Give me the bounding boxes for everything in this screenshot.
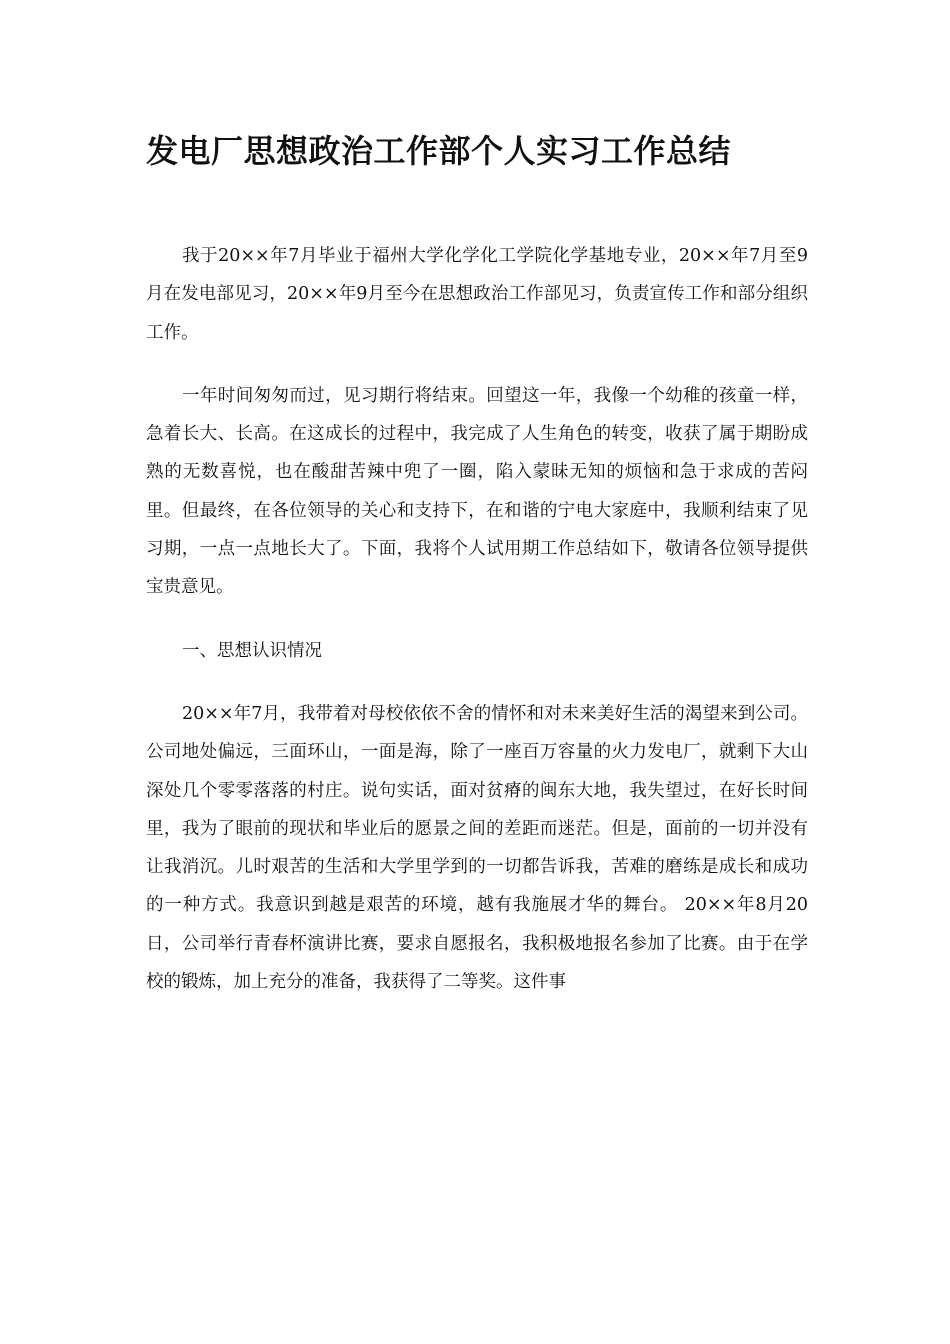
- section-heading: 一、思想认识情况: [182, 640, 322, 661]
- intro-paragraph: 我于20××年7月毕业于福州大学化学化工学院化学基地专业，20××年7月至9月在发电部见习，20××年9月至今在思想政治工作部见习，负责宣传工作和部分组织工作。: [146, 246, 808, 343]
- document-body: [146, 237, 808, 1026]
- section-paragraph: 20××年7月，我带着对母校依依不舍的情怀和对未来美好生活的渴望来到公司。公司地处偏远，三面环山，一面是海，除了一座百万容量的火力发电厂，就剩下大山深处几个零零落落的村庄。说句实话，面对贫瘠的闽东大地，我失望过，在好长时间里，我为了眼前的现状和毕业后的愿景之间的差距而迷茫。但是，面前的一切并没有让我消沉。儿时艰苦的生活和大学里学到的一切都告诉我，苦难的磨练是成长和成功的一种方式。我意识到越是艰苦的环境，越有我施展才华的舞台。 20××年8月20日，公司举行青春杯演讲比赛，要求自愿报名，我积极地报名参加了比赛。由于在学校的锻炼，加上充分的准备，我获得了二等奖。这件事: [146, 703, 808, 993]
- review-paragraph: 一年时间匆匆而过，见习期行将结束。回望这一年，我像一个幼稚的孩童一样，急着长大、长高。在这成长的过程中，我完成了人生角色的转变，收获了属于期盼成熟的无数喜悦，也在酸甜苦辣中兜了一圈，陷入蒙昧无知的烦恼和急于求成的苦闷里。但最终，在各位领导的关心和支持下，在和谐的宁电大家庭中，我顺利结束了见习期，一点一点地长大了。下面，我将个人试用期工作总结如下，敬请各位领导提供宝贵意见。: [146, 385, 808, 598]
- document-title: 发电厂思想政治工作部个人实习工作总结: [146, 132, 732, 170]
